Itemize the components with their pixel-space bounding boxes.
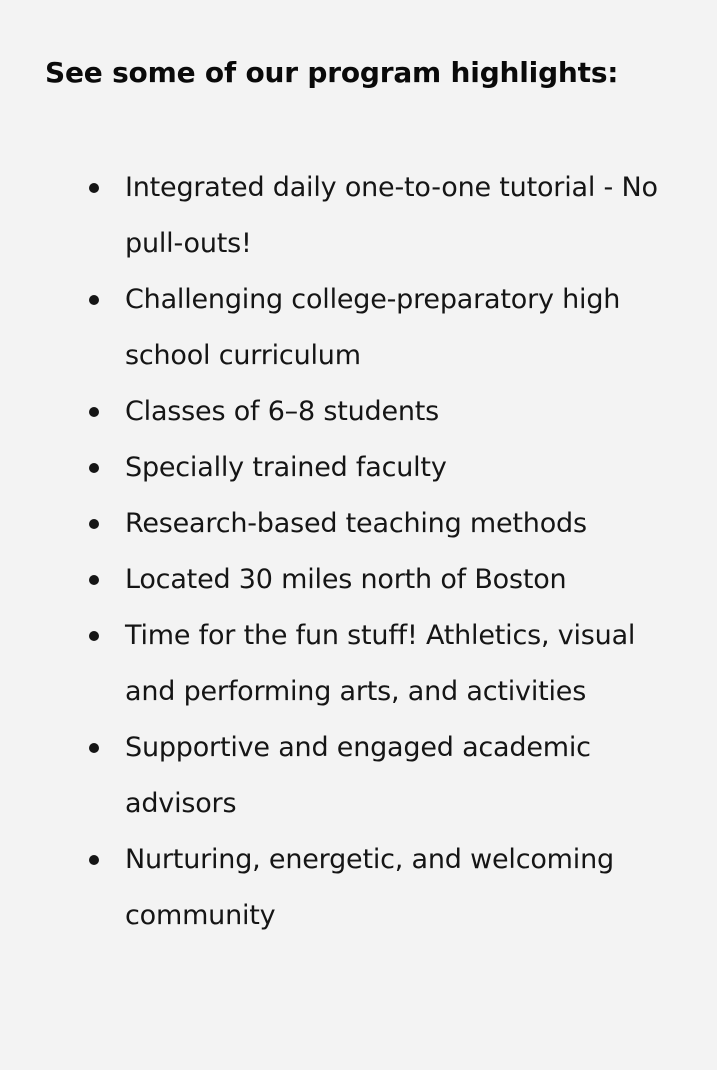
bullet-icon: [89, 855, 99, 865]
list-item: [0, 440, 717, 496]
list-item: [0, 552, 717, 608]
bullet-icon: [89, 575, 99, 585]
bullet-icon: [89, 407, 99, 417]
list-item: [0, 496, 717, 552]
list-item-text: Integrated daily one-to-one tutorial - No pull-outs!: [125, 172, 658, 259]
list-item: [0, 272, 717, 384]
list-item-text: Specially trained faculty: [125, 452, 447, 483]
list-item-text: Supportive and engaged academic advisors: [125, 732, 591, 819]
list-item: [0, 384, 717, 440]
bullet-icon: [89, 295, 99, 305]
bullet-icon: [89, 631, 99, 641]
list-item-text: Time for the fun stuff! Athletics, visual and performing arts, and activities: [125, 620, 636, 707]
bullet-icon: [89, 463, 99, 473]
list-item-text: Located 30 miles north of Boston: [125, 564, 567, 595]
list-item-text: Challenging college-preparatory high school curriculum: [125, 284, 621, 371]
list-item-text: Research-based teaching methods: [125, 508, 587, 539]
section-heading: See some of our program highlights:: [45, 56, 619, 89]
list-item: [0, 720, 717, 832]
list-item: [0, 832, 717, 944]
list-item-text: Classes of 6–8 students: [125, 396, 440, 427]
bullet-icon: [89, 519, 99, 529]
list-item: [0, 160, 717, 272]
bullet-icon: [89, 183, 99, 193]
list-item-text: Nurturing, energetic, and welcoming community: [125, 844, 614, 931]
highlights-list: [0, 160, 717, 944]
list-item: [0, 608, 717, 720]
bullet-icon: [89, 743, 99, 753]
